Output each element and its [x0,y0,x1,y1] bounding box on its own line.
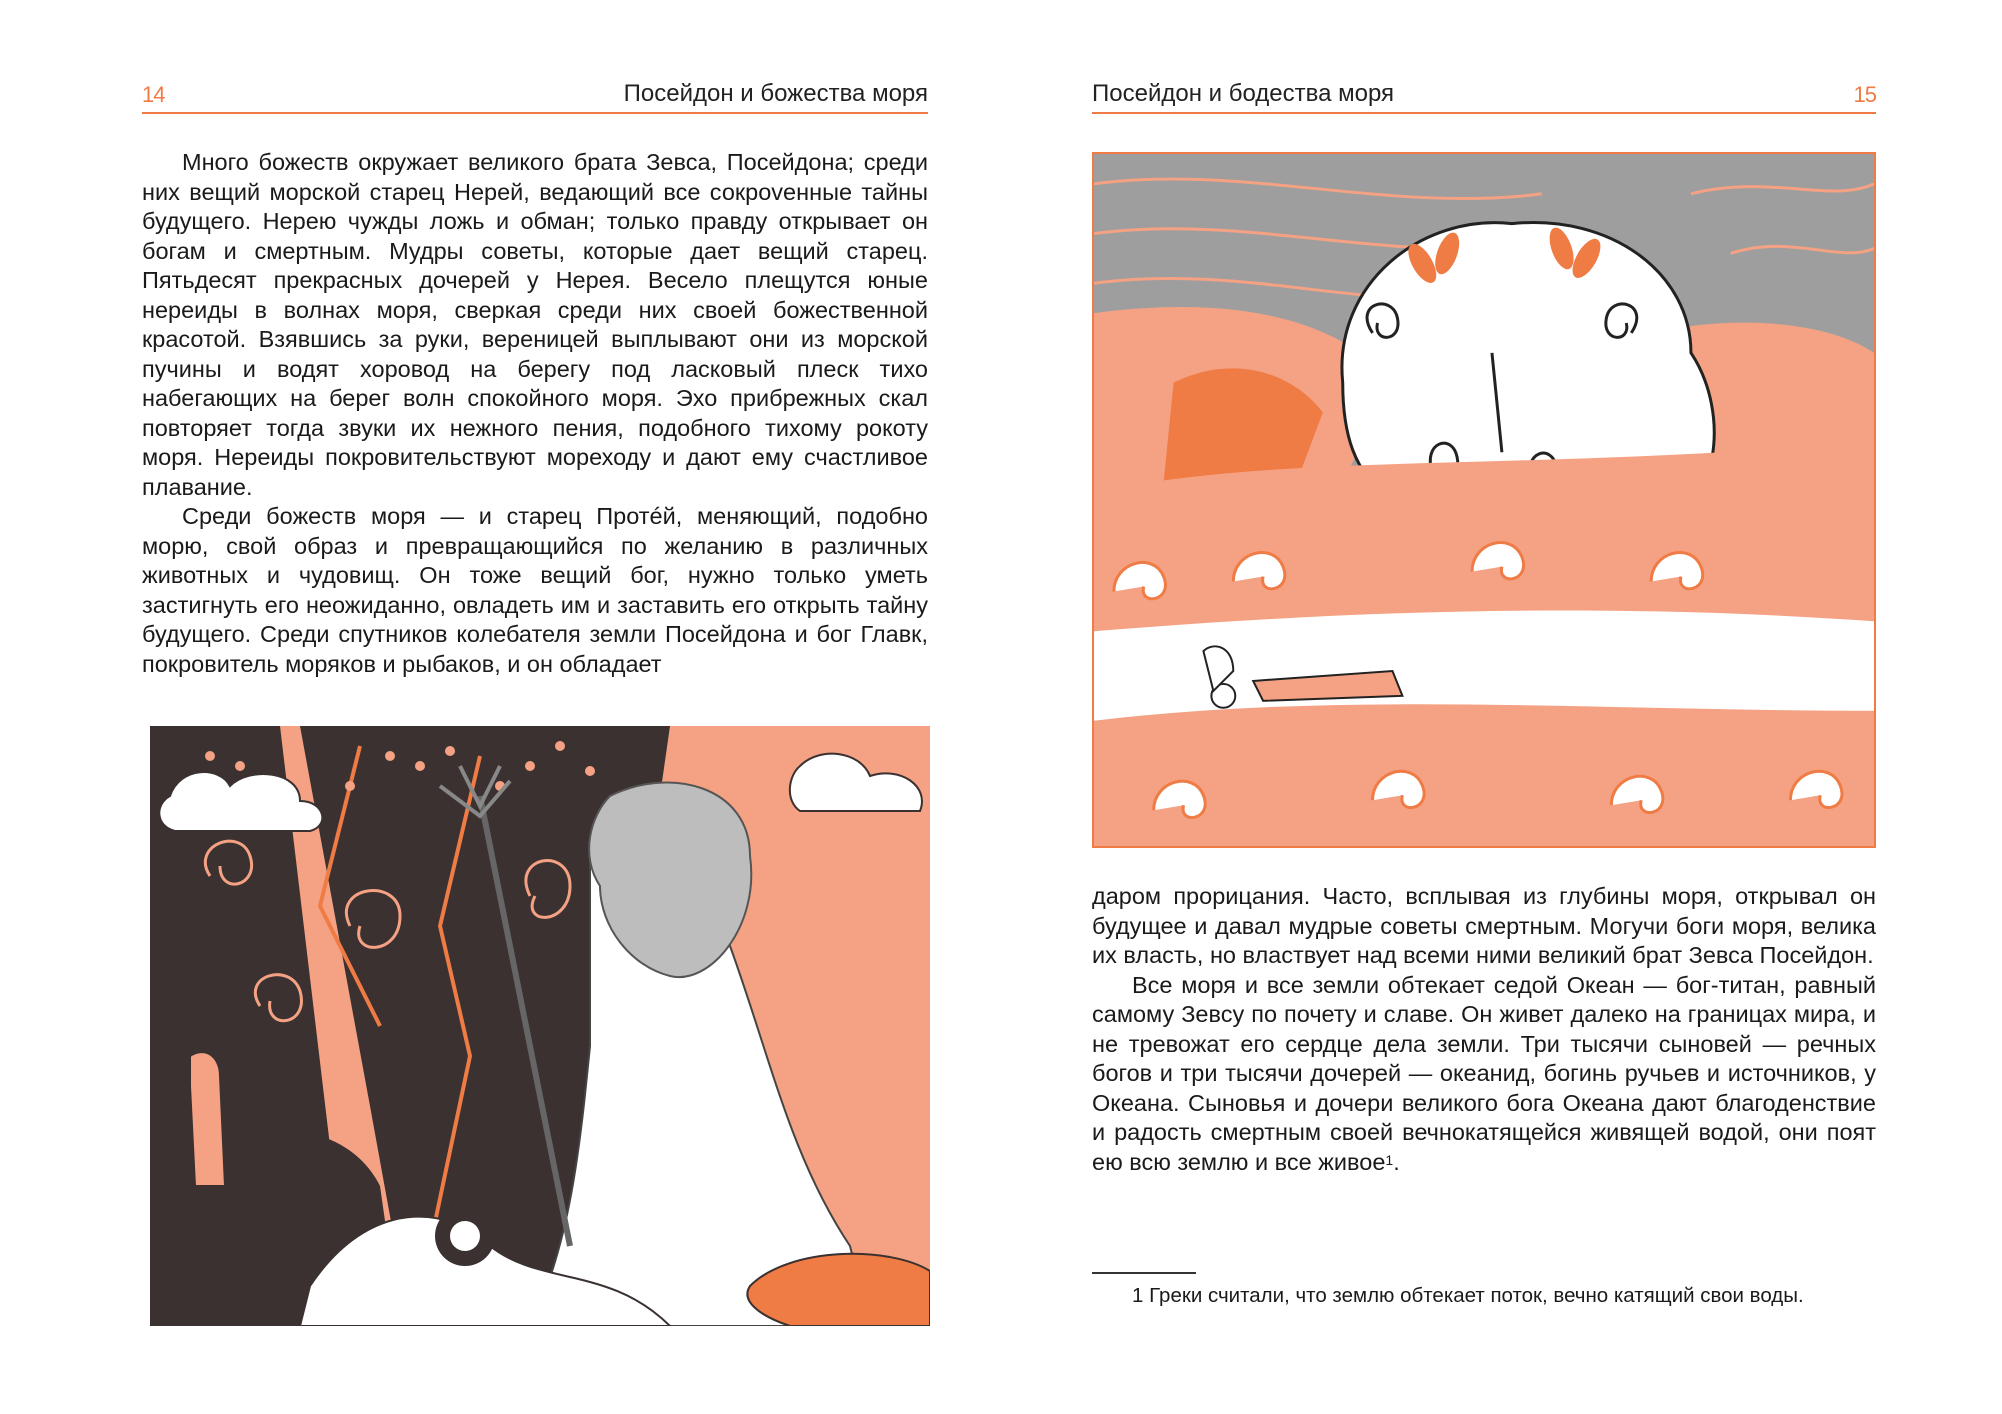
footnote-rule [1092,1272,1196,1274]
header-rule [1092,112,1876,114]
poseidon-artwork [150,726,930,1326]
page-number: 14 [142,82,165,107]
body-text [1092,882,1876,1177]
right-page [1001,0,2002,1414]
oceanus-illustration [1092,152,1876,848]
paragraph: даром прорицания. Часто, всплывая из глубины моря, открывал он будущее и давал мудрые советы смертным. Могучи боги моря, велика их власть, но властвует над всеми ними великий брат Зевса Посейдон. [1092,883,1876,968]
page-number: 15 [1853,82,1876,107]
page-header [142,78,928,114]
running-head: Посейдон и божества моря [623,80,928,107]
oceanus-artwork [1094,154,1874,846]
paragraph-text: Все моря и все земли обтекает седой Океан — бог-титан, равный самому Зевсу по почету и славе. Он живет далеко на границах мира, и не тревожат его сердце дела земли. Три тысячи сыновей — речных богов и три тысячи дочерей — океанид, богинь ручьев и источников, у Океана. Сыновья и дочери великого бога Океана дают благоденствие и радость смертным своей вечнокатящейся живящей водой, они поят ею всю землю и все живое [1092,971,1876,1175]
body-text [142,148,928,679]
running-head: Посейдон и бодества моря [1092,80,1395,107]
footnote-reference[interactable]: 1 [1385,1151,1394,1168]
poseidon-illustration [150,726,930,1326]
footnote-text: 1 Греки считали, что землю обтекает поток, вечно катящий свои воды. [1132,1284,1804,1307]
header-rule [142,112,928,114]
paragraph: Много божеств окружает великого брата Зевса, Посейдона; среди них вещий морской старец Нерей, ведающий все сокроvенные тайны будущего. Нерею чужды ложь и обман; только правду открывает он богам и смертным. Мудры советы, которые дает вещий старец. Пятьдесят прекрасных дочерей у Нерея. Весело плещутся юные нереиды в волнах моря, сверкая среди них своей божественной красотой. Взявшись за руки, вереницей выплывают они из морской пучины и водят хоровод на берегу под ласковый плеск тихо набегающих на берег волн спокойного моря. Эхо прибрежных скал повторяет тогда звуки их нежного пения, подобного тихому рокоту моря. Нереиды покровительствуют мореходу и дают ему счастливое плавание. [142,149,928,500]
page-header [1092,78,1876,114]
paragraph: Все моря и все земли обтекает седой Океан — бог-титан, равный самому Зевсу по почету и славе. Он живет далеко на границах мира, и не тревожат его сердце дела земли. Три тысячи сыновей — речных богов и три тысячи дочерей — океанид, богинь ручьев и источников, у Океана. Сыновья и дочери великого бога Океана дают благоденствие и радость смертным своей вечнокатящейся живящей водой, они поят ею всю землю и все живое$^1$. [1092,971,1876,1175]
footnote [1092,1282,1876,1310]
paragraph: Среди божеств моря — и старец Протéй, меняющий, подобно морю, свой образ и превращающийся по желанию в различных животных и чудовищ. Он тоже вещий бог, нужно только уметь застигнуть его неожиданно, овладеть им и заставить его открыть тайну будущего. Среди спутников колебателя земли Посейдона и бог Главк, покровитель моряков и рыбаков, и он обладает [142,503,928,677]
